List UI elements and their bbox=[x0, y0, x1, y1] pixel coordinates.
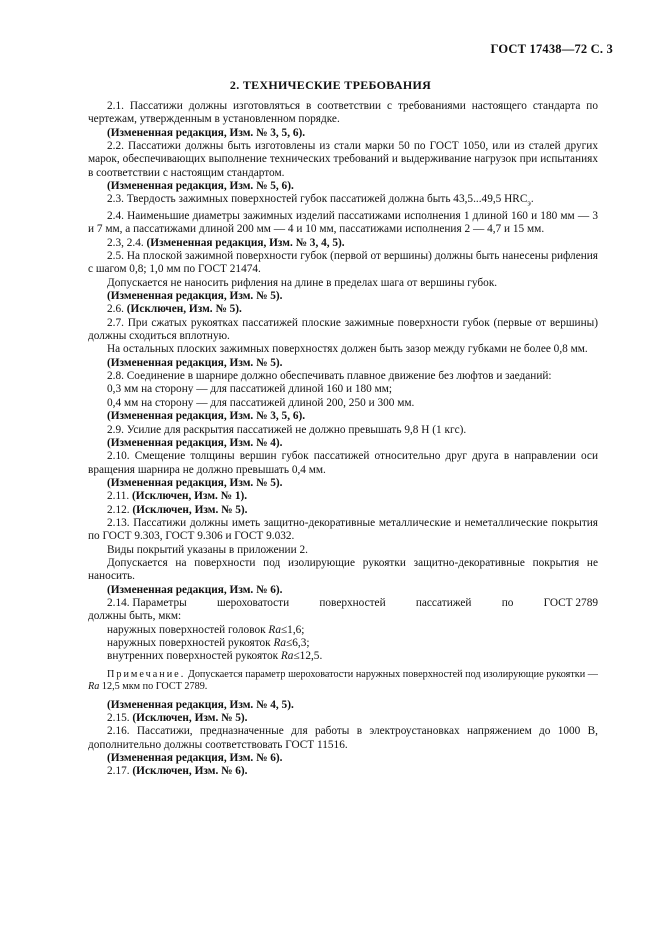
clause-2-7-gap: На остальных плоских зажимных поверхностях должен быть зазор между губками не более 0,8 мм. bbox=[107, 343, 588, 356]
clause-2-9: 2.9. Усилие для раскрытия пассатижей не должно превышать 9,8 Н (1 кгс). bbox=[107, 423, 467, 436]
clause-2-12-num: 2.12. bbox=[107, 503, 130, 516]
note-label: Примечание. bbox=[107, 668, 186, 680]
roughness-item-heads bbox=[88, 624, 598, 637]
clause-2-3-2-4 bbox=[88, 237, 598, 250]
roughness-outer-text: наружных поверхностей рукояток bbox=[107, 637, 274, 649]
clause-2-8-item-a: 0,3 мм на сторону — для пассатижей длиной 160 и 180 мм; bbox=[107, 383, 393, 396]
clause-2-16: 2.16. Пассатижи, предназначенные для работы в электроустановках напряжением до 1000 В, дополнительно должны соответствовать ГОСТ 11516. bbox=[88, 725, 598, 751]
clause-2-3-end: . bbox=[530, 193, 534, 206]
section-title: 2. ТЕХНИЧЕСКИЕ ТРЕБОВАНИЯ bbox=[229, 78, 432, 92]
clause-2-13: 2.13. Пассатижи должны иметь защитно-декоративные металлические и неметаллические покрытия по ГОСТ 9.303, ГОСТ 9.306 и ГОСТ 9.032. bbox=[88, 516, 598, 543]
clause-2-7: 2.7. При сжатых рукоятках пассатижей плоские зажимные поверхности губок (первые от вершины) должны сходиться вплотную. bbox=[88, 316, 598, 343]
roughness-outer-value: ≤6,3; bbox=[286, 637, 310, 649]
roughness-inner-symbol: Ra bbox=[280, 650, 294, 663]
note-ra-symbol: Ra bbox=[88, 681, 100, 693]
edition-note-2-16: (Измененная редакция, Изм. № 6). bbox=[107, 752, 283, 765]
clause-2-8: 2.8. Соединение в шарнире должно обеспечивать плавное движение без люфтов и заеданий: bbox=[107, 370, 552, 383]
edition-note-2-15: (Исключен, Изм. № 5). bbox=[132, 712, 248, 725]
edition-note-2-9: (Измененная редакция, Изм. № 4). bbox=[107, 436, 283, 449]
clause-2-4: 2.4. Наименьшие диаметры зажимных изделий пассатижами исполнения 1 длиной 160 и 180 мм — 3 и 7 мм, а пассатижами длиной 200 мм — 4 и 10 мм, пассатижами исполнения 2 — 4,7 и 15 мм. bbox=[88, 210, 598, 236]
clause-2-14-word: поверхностей bbox=[319, 596, 386, 609]
clause-2-14-word: шероховатости bbox=[216, 596, 290, 609]
clause-2-3-2-4-num: 2.3, 2.4. bbox=[107, 236, 144, 249]
document-body bbox=[88, 100, 598, 779]
note-2-14 bbox=[88, 669, 598, 694]
clause-2-13-appendix-ref: Виды покрытий указаны в приложении 2. bbox=[107, 543, 308, 556]
clause-2-2: 2.2. Пассатижи должны быть изготовлены из стали марки 50 по ГОСТ 1050, или из сталей других марок, обеспечивающих выполнение технических требований и выдерживание нагрузок при испытаниях в соответствии с настоящим стандартом. bbox=[88, 140, 598, 179]
clause-2-11-num: 2.11. bbox=[107, 490, 130, 503]
edition-note-2-7: (Измененная редакция, Изм. № 5). bbox=[107, 356, 283, 369]
clause-2-12 bbox=[88, 504, 598, 517]
clause-2-3 bbox=[88, 193, 598, 210]
page-header-doc-ref: ГОСТ 17438—72 С. 3 bbox=[490, 42, 613, 56]
edition-note-2-2: (Измененная редакция, Изм. № 5, 6). bbox=[107, 180, 294, 193]
clause-2-15-num: 2.15. bbox=[107, 712, 130, 725]
edition-note-2-17: (Исключен, Изм. № 6). bbox=[132, 765, 248, 778]
roughness-heads-value: ≤1,6; bbox=[280, 623, 305, 636]
roughness-inner-value: ≤12,5. bbox=[293, 650, 323, 663]
edition-note-2-6: (Исключен, Изм. № 5). bbox=[126, 303, 242, 316]
clause-2-14-continuation: должны быть, мкм: bbox=[88, 610, 182, 623]
clause-2-14-first-line bbox=[88, 597, 598, 610]
clause-2-6-num: 2.6. bbox=[107, 303, 124, 316]
clause-2-17-num: 2.17. bbox=[107, 765, 130, 778]
roughness-heads-text: наружных поверхностей головок bbox=[107, 623, 269, 636]
clause-2-13-allowance: Допускается на поверхности под изолирующие рукоятки защитно-декоративные покрытия не наносить. bbox=[88, 556, 598, 583]
roughness-item-handles-outer bbox=[88, 637, 598, 650]
clause-2-14-word: по bbox=[501, 596, 514, 609]
note-text: Допускается параметр шероховатости наружных поверхностей под изолирующие рукоятки — bbox=[185, 668, 598, 680]
clause-2-8-item-b: 0,4 мм на сторону — для пассатижей длиной 200, 250 и 300 мм. bbox=[107, 396, 415, 409]
edition-note-2-5: (Измененная редакция, Изм. № 5). bbox=[107, 290, 283, 303]
clause-2-1: 2.1. Пассатижи должны изготовляться в соответствии с требованиями настоящего стандарта по чертежам, утвержденным в установленном порядке. bbox=[88, 100, 598, 126]
clause-2-15 bbox=[88, 712, 598, 725]
roughness-outer-symbol: Ra bbox=[273, 637, 287, 649]
clause-2-5: 2.5. На плоской зажимной поверхности губок (первой от вершины) должны быть нанесены рифления с шагом 0,8; 1,0 мм по ГОСТ 21474. bbox=[88, 250, 598, 276]
clause-2-14-word: ГОСТ 2789 bbox=[543, 596, 598, 609]
clause-2-17 bbox=[88, 765, 598, 778]
roughness-item-handles-inner bbox=[88, 650, 598, 663]
edition-note-2-11: (Исключен, Изм. № 1). bbox=[132, 490, 248, 503]
clause-2-14-word: пассатижей bbox=[415, 596, 472, 609]
roughness-heads-symbol: Ra bbox=[268, 623, 281, 636]
clause-2-14-word: 2.14. Параметры bbox=[107, 596, 187, 609]
clause-2-14 bbox=[88, 597, 598, 610]
edition-note-2-14: (Измененная редакция, Изм. № 4, 5). bbox=[107, 698, 294, 711]
clause-2-10: 2.10. Смещение толщины вершин губок пассатижей относительно друг друга в направлении оси вращения шарнира не должно превышать 0,4 мм. bbox=[88, 450, 598, 476]
clause-2-6 bbox=[88, 303, 598, 316]
edition-note-2-10: (Измененная редакция, Изм. № 5). bbox=[107, 476, 283, 489]
clause-2-3-text: 2.3. Твердость зажимных поверхностей губок пассатижей должна быть 43,5...49,5 HRC bbox=[107, 193, 528, 206]
roughness-inner-text: внутренних поверхностей рукояток bbox=[107, 650, 281, 663]
edition-note-2-1: (Измененная редакция, Изм. № 3, 5, 6). bbox=[107, 126, 306, 139]
edition-note-2-3-2-4: (Измененная редакция, Изм. № 3, 4, 5). bbox=[146, 236, 345, 249]
clause-2-3-subscript: э bbox=[527, 198, 531, 208]
note-end: 12,5 мкм по ГОСТ 2789. bbox=[99, 681, 208, 693]
edition-note-2-8: (Измененная редакция, Изм. № 3, 5, 6). bbox=[107, 410, 306, 423]
clause-2-5-allowance: Допускается не наносить рифления на длине в пределах шага от вершины губок. bbox=[107, 276, 498, 289]
edition-note-2-12: (Исключен, Изм. № 5). bbox=[132, 503, 248, 516]
edition-note-2-13: (Измененная редакция, Изм. № 6). bbox=[107, 583, 283, 596]
clause-2-11 bbox=[88, 490, 598, 503]
